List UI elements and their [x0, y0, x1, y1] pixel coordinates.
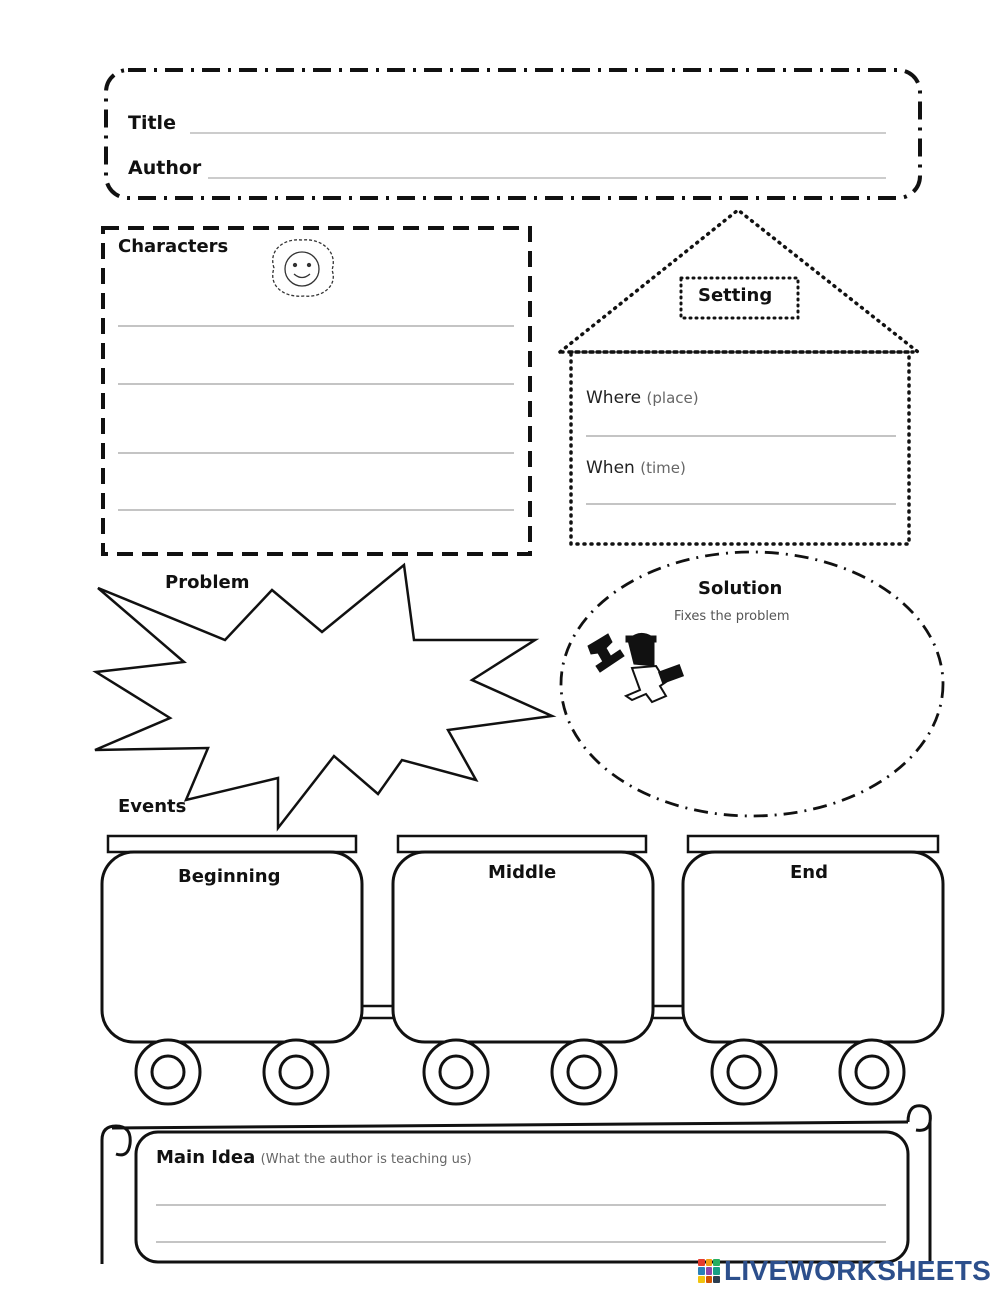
events-heading: Events: [118, 796, 187, 817]
solution-heading: Solution: [698, 578, 783, 599]
characters-heading: Characters: [118, 236, 229, 257]
car-roof: [108, 836, 356, 852]
where-hint: (place): [646, 389, 699, 407]
problem-starburst: [95, 565, 552, 828]
logo-tile: [698, 1267, 705, 1274]
coupler: [650, 1006, 686, 1018]
title-label: Title: [128, 112, 176, 134]
logo-tile: [706, 1259, 713, 1266]
logo-mark-icon: [698, 1259, 720, 1283]
where-text: Where: [586, 388, 642, 408]
logo-tile: [706, 1267, 713, 1274]
when-label: [586, 458, 686, 478]
logo-tile: [713, 1267, 720, 1274]
where-label: [586, 388, 699, 408]
logo-tile: [713, 1259, 720, 1266]
logo-tile: [698, 1276, 705, 1283]
car-roof: [688, 836, 938, 852]
car-roof: [398, 836, 646, 852]
end-label: End: [790, 862, 828, 883]
when-hint: (time): [640, 459, 686, 477]
setting-heading: Setting: [698, 285, 773, 306]
wheels: [136, 1040, 904, 1104]
handyman-icon: [588, 633, 683, 702]
main-idea-scroll: [102, 1106, 930, 1264]
logo-tile: [713, 1276, 720, 1283]
logo-text: LIVEWORKSHEETS: [724, 1255, 992, 1286]
main-idea-label: [156, 1147, 472, 1168]
main-idea-heading: Main Idea: [156, 1147, 256, 1168]
setting-walls: [571, 352, 909, 544]
solution-subtitle: Fixes the problem: [674, 609, 790, 624]
author-label: Author: [128, 157, 202, 179]
coupler: [360, 1006, 396, 1018]
problem-heading: Problem: [165, 572, 250, 593]
logo-tile: [706, 1276, 713, 1283]
beginning-label: Beginning: [178, 866, 281, 887]
middle-label: Middle: [488, 862, 557, 883]
main-idea-hint: (What the author is teaching us): [260, 1152, 472, 1167]
logo-tile: [698, 1259, 705, 1266]
liveworksheets-logo: [698, 1254, 991, 1288]
title-author-box: [106, 70, 920, 198]
face-icon: [273, 240, 334, 296]
when-text: When: [586, 458, 635, 478]
